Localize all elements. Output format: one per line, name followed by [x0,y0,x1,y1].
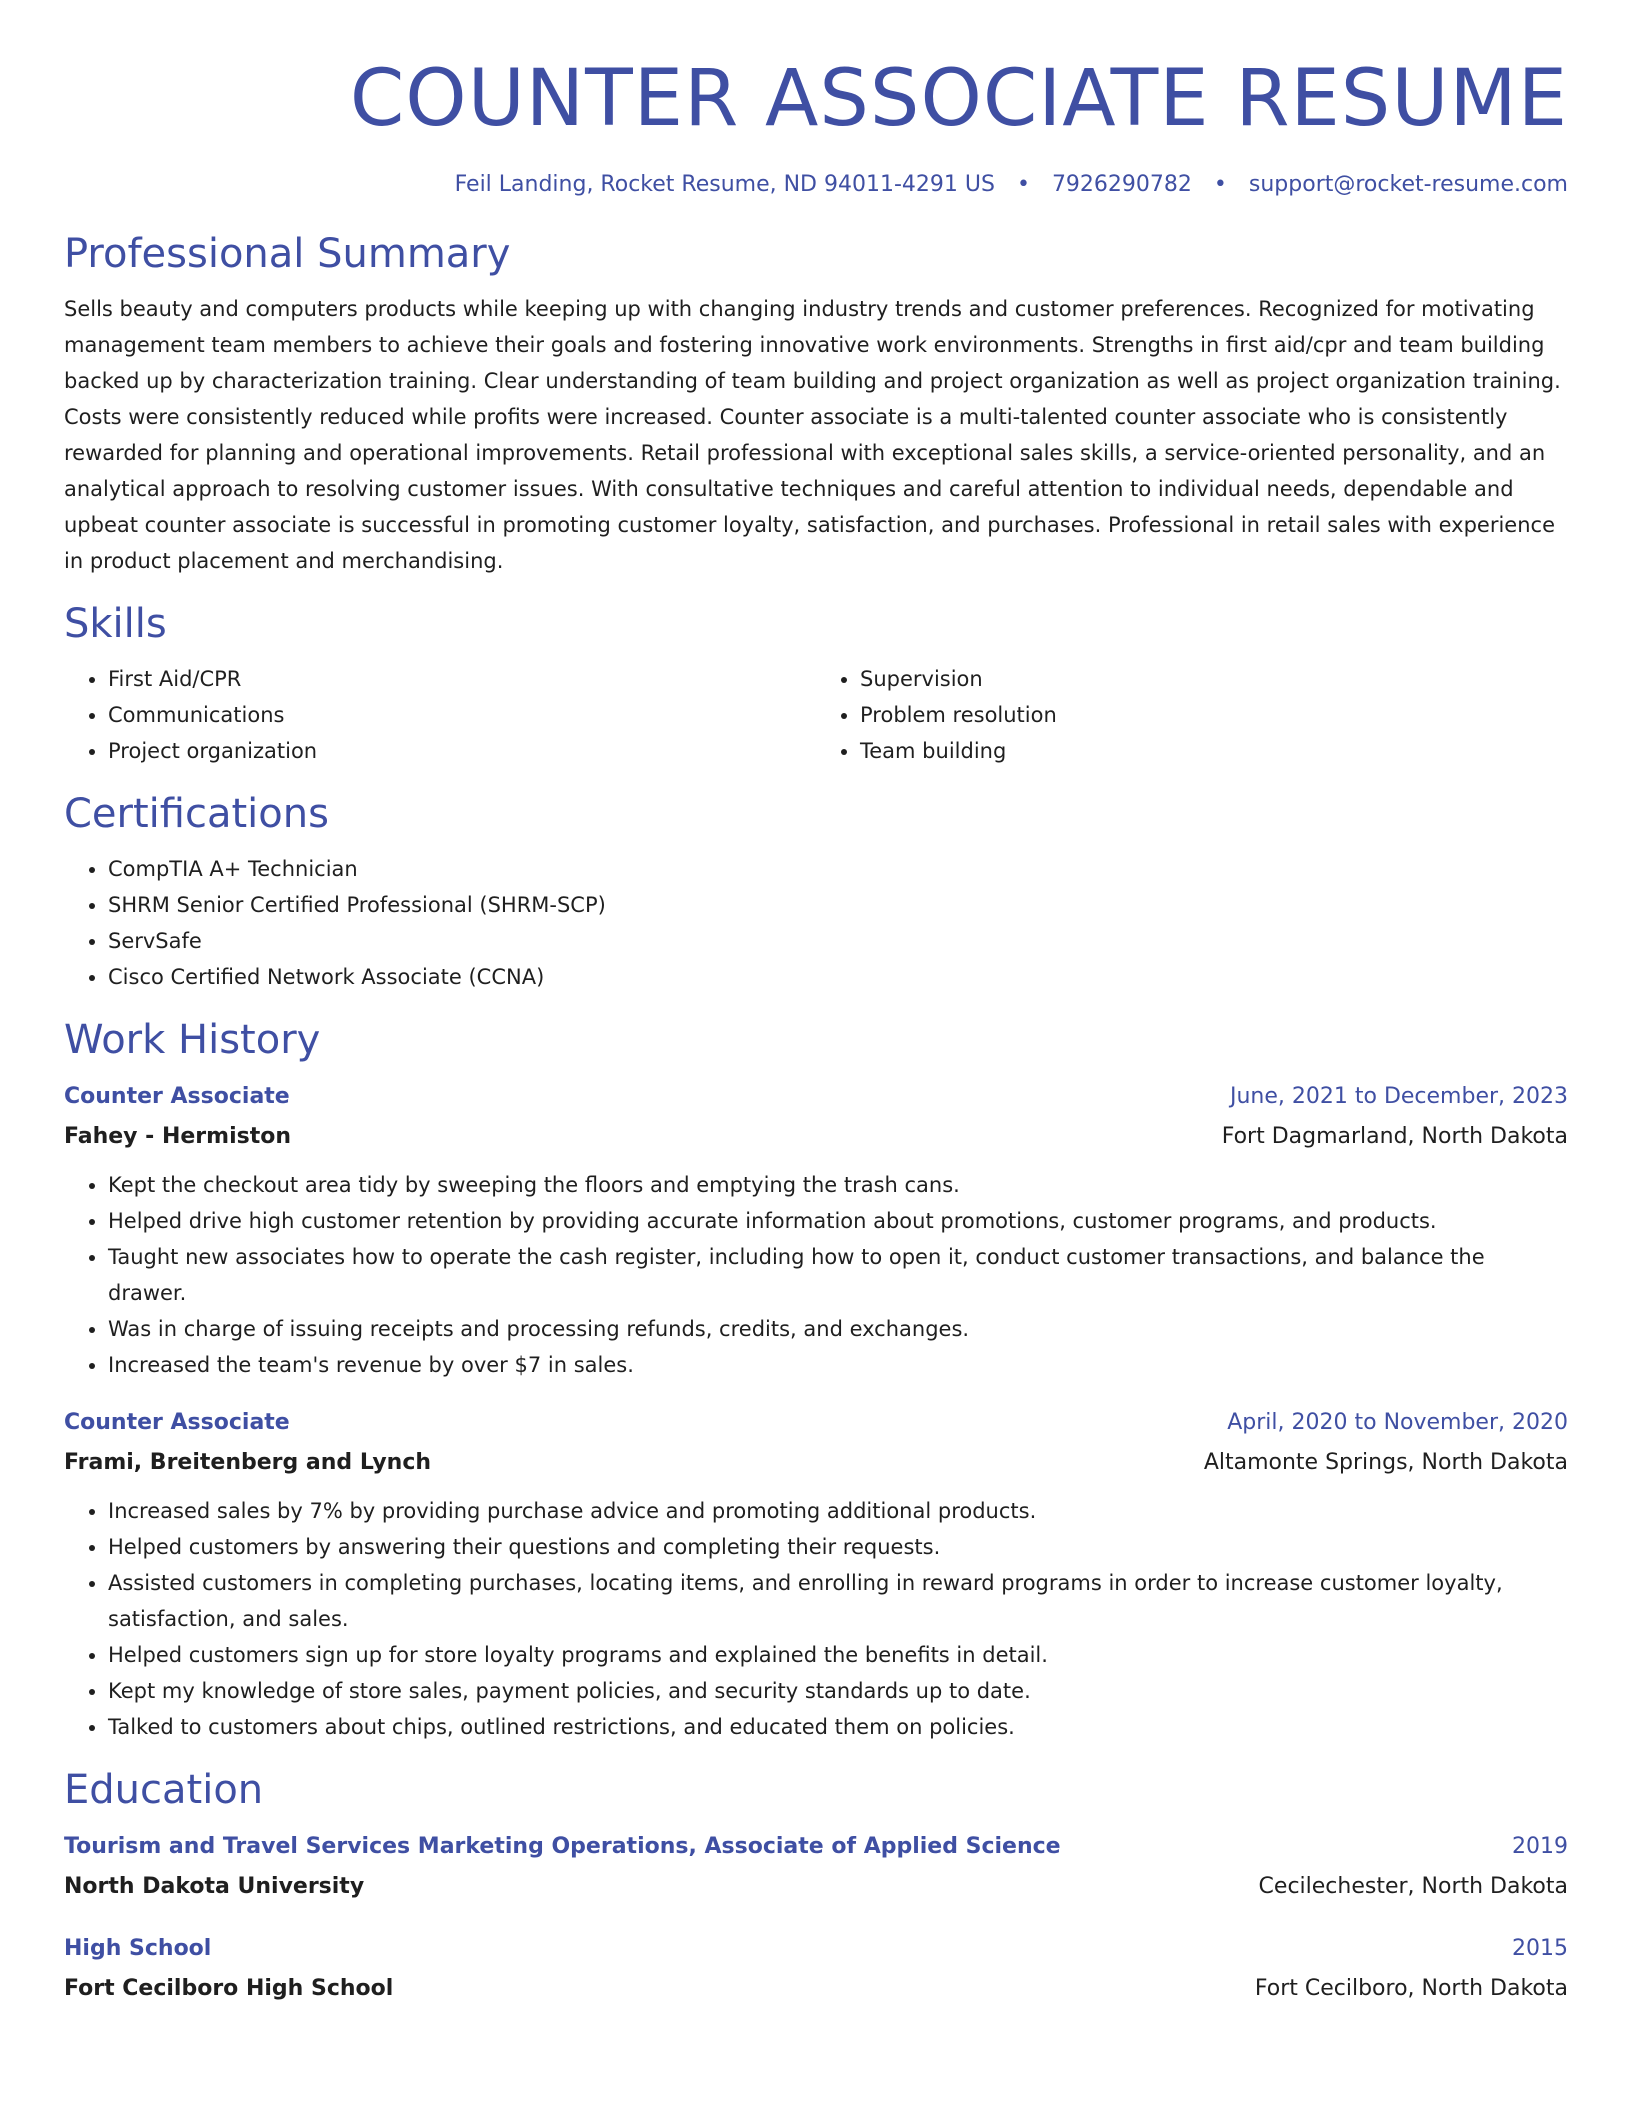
certifications-section [64,791,1568,995]
job-bullet: • Helped drive high customer retention by providing accurate information about promotions, customer programs, and products. [108,1203,1568,1239]
summary-heading: Professional Summary [64,231,511,277]
education-heading: Education [64,1767,264,1813]
education-school: North Dakota University [64,1874,365,1899]
contact-email: support@rocket-resume.com [1248,172,1568,197]
job-entry [64,1077,1568,1383]
education-location: Cecilechester, North Dakota [1258,1874,1568,1899]
skill-item: • Problem resolution [860,697,1568,733]
job-location: Fort Dagmarland, North Dakota [1221,1124,1568,1149]
certification-item: • Cisco Certified Network Associate (CCNA) [108,959,1568,995]
education-degree-row [64,1929,1568,1969]
job-bullet: • Helped customers sign up for store loyalty programs and explained the benefits in detail. [108,1637,1568,1673]
education-school-row [64,1969,1568,2009]
education-location: Fort Cecilboro, North Dakota [1254,1976,1568,2001]
certifications-heading: Certifications [64,791,329,837]
skills-list-right [816,661,1568,769]
job-company-row [64,1117,1568,1157]
job-bullet: • Assisted customers in completing purchases, locating items, and enrolling in reward programs in order to increase customer loyalty, satisfaction, and sales. [108,1565,1568,1637]
job-bullets [64,1493,1568,1745]
job-bullet: • Increased sales by 7% by providing purchase advice and promoting additional products. [108,1493,1568,1529]
skill-item: • First Aid/CPR [108,661,816,697]
summary-text: Sells beauty and computers products while keeping up with changing industry trends and customer preferences. Recognized for motivating management team members to achieve their goals and fostering innovative work environments. Strengths in first aid/cpr and team building backed up by characterization training. Clear understanding of team building and project organization as well as project organization training. Costs were consistently reduced while profits were increased. Counter associate is a multi-talented counter associate who is consistently rewarded for planning and operational improvements. Retail professional with exceptional sales skills, a service-oriented personality, and an analytical approach to resolving customer issues. With consultative techniques and careful attention to individual needs, dependable and upbeat counter associate is successful in promoting customer loyalty, satisfaction, and purchases. Professional in retail sales with experience in product placement and merchandising. [64,297,1561,573]
job-dates: June, 2021 to December, 2023 [1229,1084,1568,1109]
contact-phone: 7926290782 [1051,172,1192,197]
certification-item: • SHRM Senior Certified Professional (SHRM-SCP) [108,887,1568,923]
contact-separator: • [1016,172,1030,197]
job-title: Counter Associate [64,1084,290,1109]
job-title: Counter Associate [64,1410,290,1435]
certification-item: • CompTIA A+ Technician [108,851,1568,887]
job-bullets [64,1167,1568,1383]
job-title-row [64,1077,1568,1117]
job-bullet: • Increased the team's revenue by over $7 in sales. [108,1347,1568,1383]
education-degree-row [64,1827,1568,1867]
resume-title: COUNTER ASSOCIATE RESUME [349,54,1568,144]
job-bullet: • Was in charge of issuing receipts and processing refunds, credits, and exchanges. [108,1311,1568,1347]
education-school-row [64,1867,1568,1907]
certifications-list [64,851,1568,995]
skill-item: • Supervision [860,661,1568,697]
skills-section [64,601,1568,769]
education-entry [64,1929,1568,2009]
job-company: Fahey - Hermiston [64,1124,291,1149]
education-year: 2015 [1512,1936,1568,1961]
job-bullet: • Taught new associates how to operate the cash register, including how to open it, conduct customer transactions, and balance the drawer. [108,1239,1568,1311]
job-bullet: • Helped customers by answering their questions and completing their requests. [108,1529,1568,1565]
education-school: Fort Cecilboro High School [64,1976,394,2001]
job-bullet: • Kept the checkout area tidy by sweeping the floors and emptying the trash cans. [108,1167,1568,1203]
contact-address: Feil Landing, Rocket Resume, ND 94011-4291 US [454,172,995,197]
job-company-row [64,1443,1568,1483]
skills-list-left [64,661,816,769]
job-title-row [64,1403,1568,1443]
work-history-heading: Work History [64,1017,321,1063]
contact-separator: • [1213,172,1227,197]
work-history-section [64,1017,1568,1745]
skill-item: • Project organization [108,733,816,769]
skill-item: • Communications [108,697,816,733]
resume-header [64,54,1568,197]
job-location: Altamonte Springs, North Dakota [1203,1450,1568,1475]
skills-heading: Skills [64,601,167,647]
education-section [64,1767,1568,2009]
skill-item: • Team building [860,733,1568,769]
summary-section [64,231,1568,579]
skills-grid [64,661,1568,769]
education-degree: High School [64,1936,212,1961]
job-bullet: • Kept my knowledge of store sales, payment policies, and security standards up to date. [108,1673,1568,1709]
education-entry [64,1827,1568,1907]
contact-line [64,172,1568,197]
education-degree: Tourism and Travel Services Marketing Operations, Associate of Applied Science [64,1834,1061,1859]
job-bullet: • Talked to customers about chips, outlined restrictions, and educated them on policies. [108,1709,1568,1745]
education-year: 2019 [1512,1834,1568,1859]
certification-item: • ServSafe [108,923,1568,959]
job-company: Frami, Breitenberg and Lynch [64,1450,432,1475]
job-dates: April, 2020 to November, 2020 [1227,1410,1568,1435]
job-entry [64,1403,1568,1745]
